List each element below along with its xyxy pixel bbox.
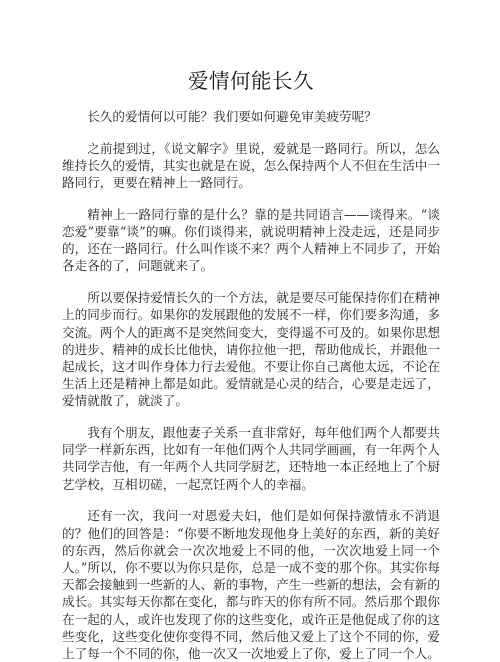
- paragraph-2: 之前提到过，《说文解字》里说，爱就是一路同行。所以，怎么维持长久的爱情，其实也就是在说，怎么保持两个人不但在生活中一路同行，更要在精神上一路同行。: [62, 140, 440, 191]
- paragraph-4: 所以要保持爱情长久的一个方法，就是要尽可能保持你们在精神上的同步而行。如果你的发展跟他的发展不一样，你们要多沟通，多交流。两个人的距离不是突然间变大，变得遥不可及的。如果你思想的进步、精神的成长比他快，请你拉他一把，帮助他成长，并跟他一起成长，这才叫作身体力行去爱他。不要让你自己离他太远，不论在生活上还是精神上都是如此。爱情就是心灵的结合，心要是走远了，爱情就散了，就淡了。: [62, 290, 440, 409]
- paragraph-6: 还有一次，我问一对恩爱夫妇，他们是如何保持激情永不消退的？他们的回答是：“你要不断地发现他身上美好的东西，新的美好的东西，然后你就会一次次地爱上不同的他，一次次地爱上同一个人。”所以，你不要以为你只是你，总是一成不变的那个你。其实你每天都会接触到一些新的人、新的事物，产生一些新的想法，会有新的成长。其实每天你都在变化，都与昨天的你有所不同。然后那个跟你在一起的人，或许也发现了你的这些变化，或许正是他促成了你的这些变化，这些变化使你变得不同，然后他又爱上了这个不同的你，爱上了每一个不同的你，他一次又一次地爱上了你，爱上了同一个人。: [62, 508, 440, 661]
- paragraph-3: 精神上一路同行靠的是什么？靠的是共同语言——谈得来。“谈恋爱”要靠“谈”的嘛。你们谈得来，就说明精神上没走远，还是同步的，还在一路同行。什么叫作谈不来？两个人精神上不同步了，开始各走各的了，问题就来了。: [62, 206, 440, 274]
- paragraph-1: 长久的爱情何以可能？我们要如何避免审美疲劳呢？: [87, 109, 377, 124]
- paragraph-5: 我有个朋友，跟他妻子关系一直非常好，每年他们两个人都要共同学一样新东西，比如有一年他们两个人共同学画画，有一年两个人共同学吉他，有一年两个人共同学厨艺，还特地一本正经地上了个厨艺学校，互相切磋，一起烹饪两个人的幸福。: [62, 425, 440, 492]
- document-title: 爱情何能长久: [188, 69, 314, 93]
